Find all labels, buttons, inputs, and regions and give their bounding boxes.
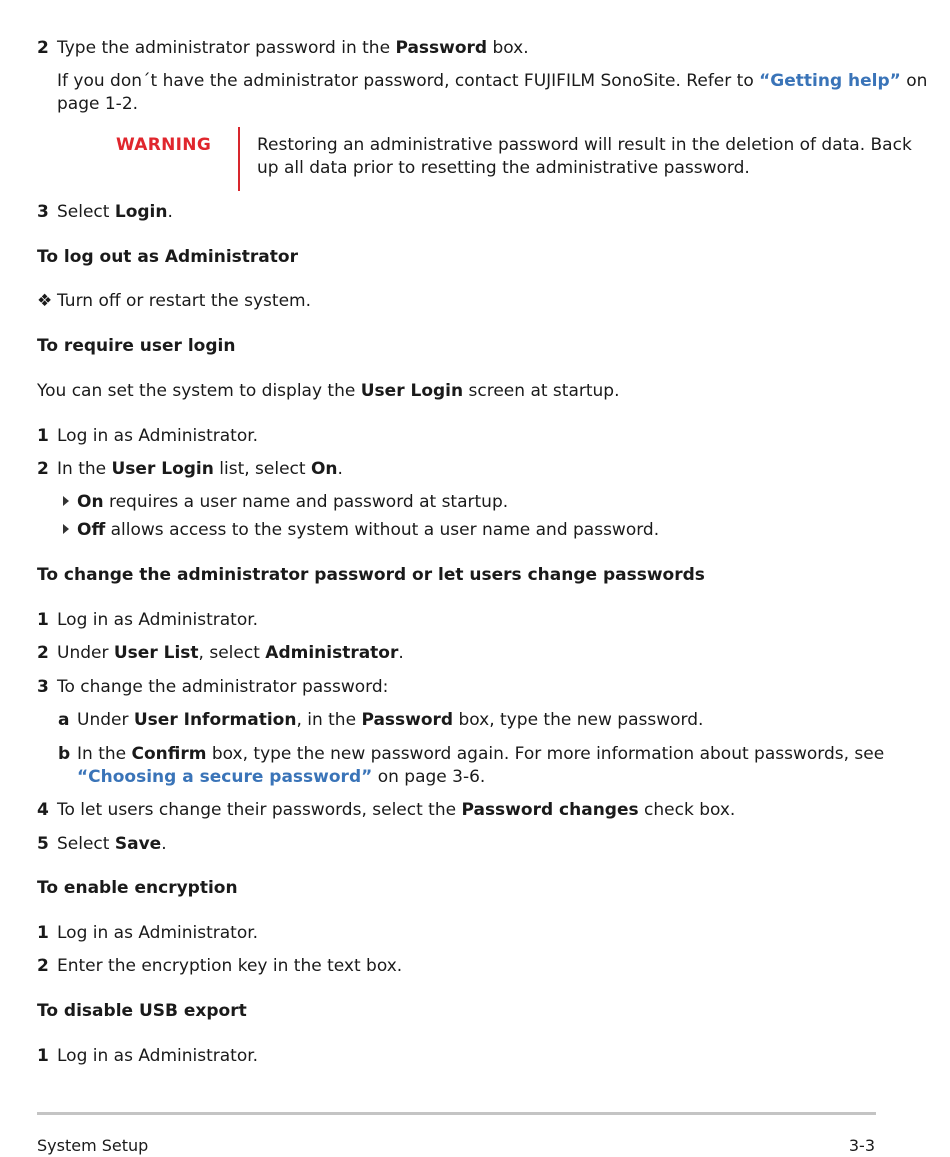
step-number: 2: [37, 956, 49, 976]
triangle-bullet-icon: [63, 496, 69, 506]
step-text: Select Login.: [57, 202, 173, 222]
step-number: 2: [37, 459, 49, 479]
substep-text-continued: “Choosing a secure password” on page 3-6.: [77, 767, 486, 787]
step-text: Select Save.: [57, 834, 167, 854]
substep-label: a: [58, 710, 70, 730]
step-text: Log in as Administrator.: [57, 426, 259, 446]
option-off: Off allows access to the system without a user name and password.: [63, 519, 659, 542]
step-text: Log in as Administrator.: [57, 610, 259, 630]
step-text: Under User List, select Administrator.: [57, 643, 404, 663]
bullet-text: Turn off or restart the system.: [57, 291, 311, 311]
substep-text: In the Confirm box, type the new password again. For more information about passwords, see: [77, 744, 885, 764]
step-text: Type the administrator password in the Password box.: [57, 38, 529, 58]
footer-divider: [37, 1112, 876, 1115]
paragraph: If you don´t have the administrator password, contact FUJIFILM SonoSite. Refer to “Getting help” on: [57, 71, 928, 91]
section-heading: To disable USB export: [37, 1001, 247, 1021]
option-on: On requires a user name and password at startup.: [63, 491, 508, 514]
section-heading: To change the administrator password or let users change passwords: [37, 565, 705, 585]
triangle-bullet-icon: [63, 524, 69, 534]
step-text: Log in as Administrator.: [57, 923, 259, 943]
secure-password-link[interactable]: “Choosing a secure password”: [77, 767, 373, 787]
section-heading: To log out as Administrator: [37, 247, 298, 267]
substep-label: b: [58, 744, 71, 764]
substep-text: Under User Information, in the Password box, type the new password.: [77, 710, 704, 730]
step-text: To let users change their passwords, select the Password changes check box.: [57, 800, 736, 820]
step-number: 1: [37, 610, 49, 630]
warning-text-line2: up all data prior to resetting the administrative password.: [257, 158, 750, 178]
getting-help-link[interactable]: “Getting help”: [759, 71, 901, 91]
intro-paragraph: You can set the system to display the User Login screen at startup.: [37, 381, 620, 401]
step-number: 4: [37, 800, 49, 820]
step-number: 5: [37, 834, 49, 854]
step-number: 1: [37, 426, 49, 446]
warning-label: WARNING: [116, 135, 212, 155]
step-number: 3: [37, 677, 49, 697]
section-heading: To enable encryption: [37, 878, 238, 898]
step-number: 2: [37, 643, 49, 663]
step-text: Log in as Administrator.: [57, 1046, 259, 1066]
warning-divider: [238, 127, 240, 191]
step-text: Enter the encryption key in the text box.: [57, 956, 403, 976]
step-number: 2: [37, 38, 49, 58]
diamond-bullet-icon: ❖: [37, 291, 53, 311]
step-text: In the User Login list, select On.: [57, 459, 343, 479]
paragraph-continued: page 1-2.: [57, 94, 139, 114]
warning-text-line1: Restoring an administrative password will result in the deletion of data. Back: [257, 135, 912, 155]
step-number: 1: [37, 923, 49, 943]
section-heading: To require user login: [37, 336, 236, 356]
step-number: 3: [37, 202, 49, 222]
page-number: 3-3: [848, 1136, 875, 1155]
step-number: 1: [37, 1046, 49, 1066]
footer-section-title: System Setup: [37, 1136, 149, 1155]
step-text: To change the administrator password:: [57, 677, 389, 697]
